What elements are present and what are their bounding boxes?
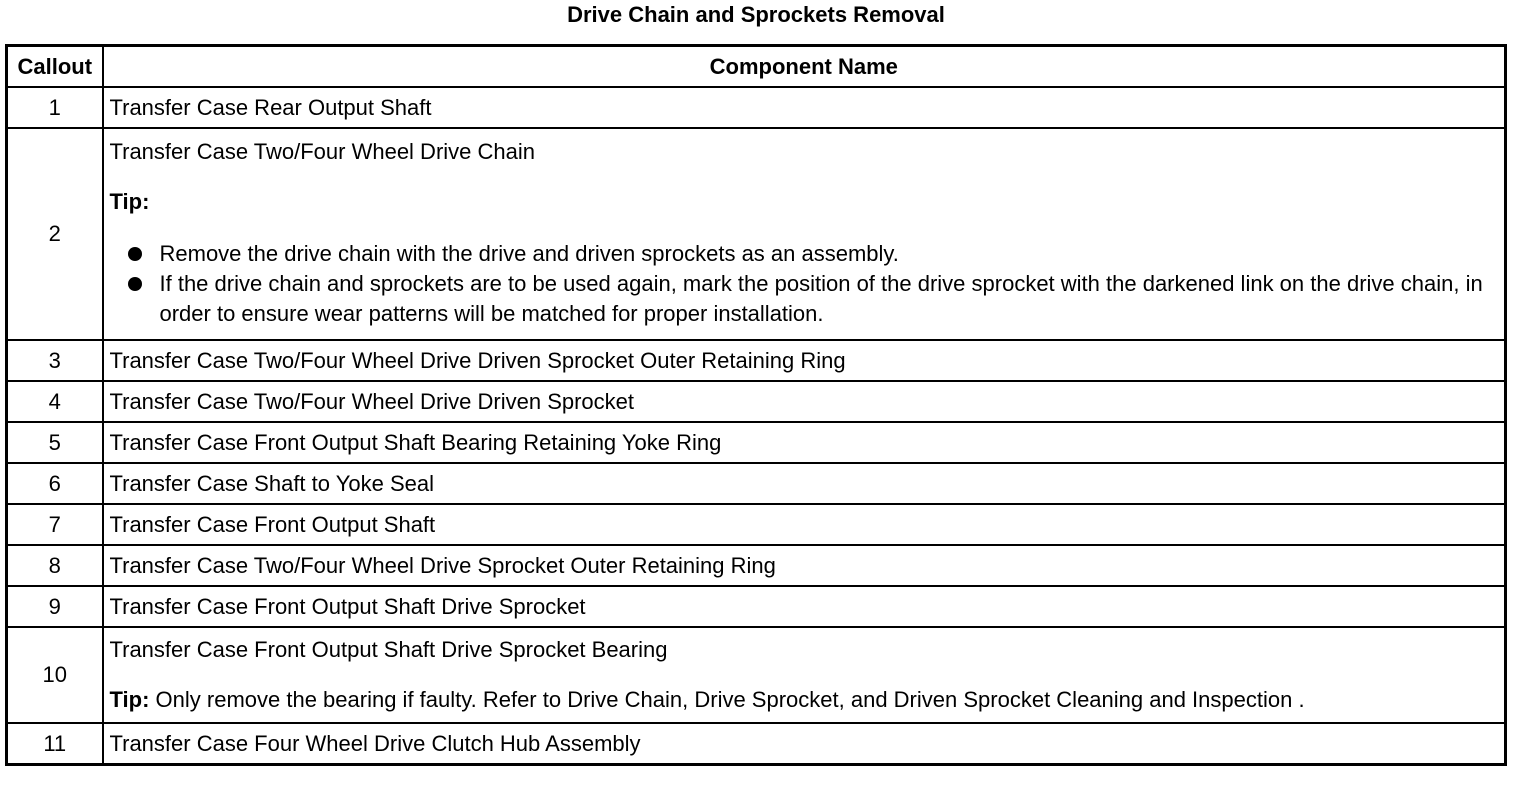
callout-number: 6 (7, 463, 103, 504)
tip-line (110, 687, 1501, 713)
component-name: Transfer Case Rear Output Shaft (103, 87, 1506, 128)
callout-number: 2 (7, 128, 103, 340)
component-cell (103, 128, 1506, 340)
callout-number: 1 (7, 87, 103, 128)
callout-number: 4 (7, 381, 103, 422)
table-row (7, 545, 1506, 586)
tip-text: Remove the drive chain with the drive and driven sprockets as an assembly. (159, 241, 899, 266)
component-name-column-header: Component Name (103, 46, 1506, 88)
table-row (7, 463, 1506, 504)
table-row (7, 422, 1506, 463)
table-row (7, 627, 1506, 723)
component-name: Transfer Case Two/Four Wheel Drive Sprocket Outer Retaining Ring (103, 545, 1506, 586)
component-name: Transfer Case Two/Four Wheel Drive Chain (109, 139, 535, 164)
component-name: Transfer Case Shaft to Yoke Seal (103, 463, 1506, 504)
callout-number: 5 (7, 422, 103, 463)
bullet-icon (128, 247, 142, 261)
component-name: Transfer Case Two/Four Wheel Drive Driven Sprocket (103, 381, 1506, 422)
tip-text: If the drive chain and sprockets are to be used again, mark the position of the drive sprocket with the darkened link on the drive chain, in order to ensure wear patterns will be matched for proper installation. (159, 271, 1483, 326)
table-row (7, 381, 1506, 422)
table-row (7, 586, 1506, 627)
component-name: Transfer Case Four Wheel Drive Clutch Hub Assembly (103, 723, 1506, 765)
callout-number: 8 (7, 545, 103, 586)
table-header-row (7, 46, 1506, 88)
component-name: Transfer Case Two/Four Wheel Drive Driven Sprocket Outer Retaining Ring (103, 340, 1506, 381)
tip-list (110, 239, 1501, 329)
component-name: Transfer Case Front Output Shaft Drive Sprocket Bearing (109, 637, 668, 662)
callout-column-header: Callout (7, 46, 103, 88)
tip-text: Only remove the bearing if faulty. Refer to Drive Chain, Drive Sprocket, and Driven Sprocket Cleaning and Inspection . (149, 687, 1305, 712)
callout-number: 9 (7, 586, 103, 627)
callout-number: 3 (7, 340, 103, 381)
table-row (7, 723, 1506, 765)
component-name: Transfer Case Front Output Shaft (103, 504, 1506, 545)
tip-list-item (128, 239, 1501, 269)
components-table (5, 44, 1507, 766)
table-row (7, 504, 1506, 545)
component-name: Transfer Case Front Output Shaft Bearing Retaining Yoke Ring (103, 422, 1506, 463)
table-row (7, 128, 1506, 340)
table-row (7, 87, 1506, 128)
page-title: Drive Chain and Sprockets Removal (567, 2, 945, 27)
component-cell (103, 627, 1506, 723)
tip-list-item (128, 269, 1501, 329)
table-row (7, 340, 1506, 381)
component-name: Transfer Case Front Output Shaft Drive Sprocket (103, 586, 1506, 627)
callout-number: 10 (7, 627, 103, 723)
bullet-icon (128, 277, 142, 291)
tip-label: Tip: (109, 189, 150, 214)
tip-label: Tip: (109, 687, 150, 712)
callout-number: 11 (7, 723, 103, 765)
callout-number: 7 (7, 504, 103, 545)
